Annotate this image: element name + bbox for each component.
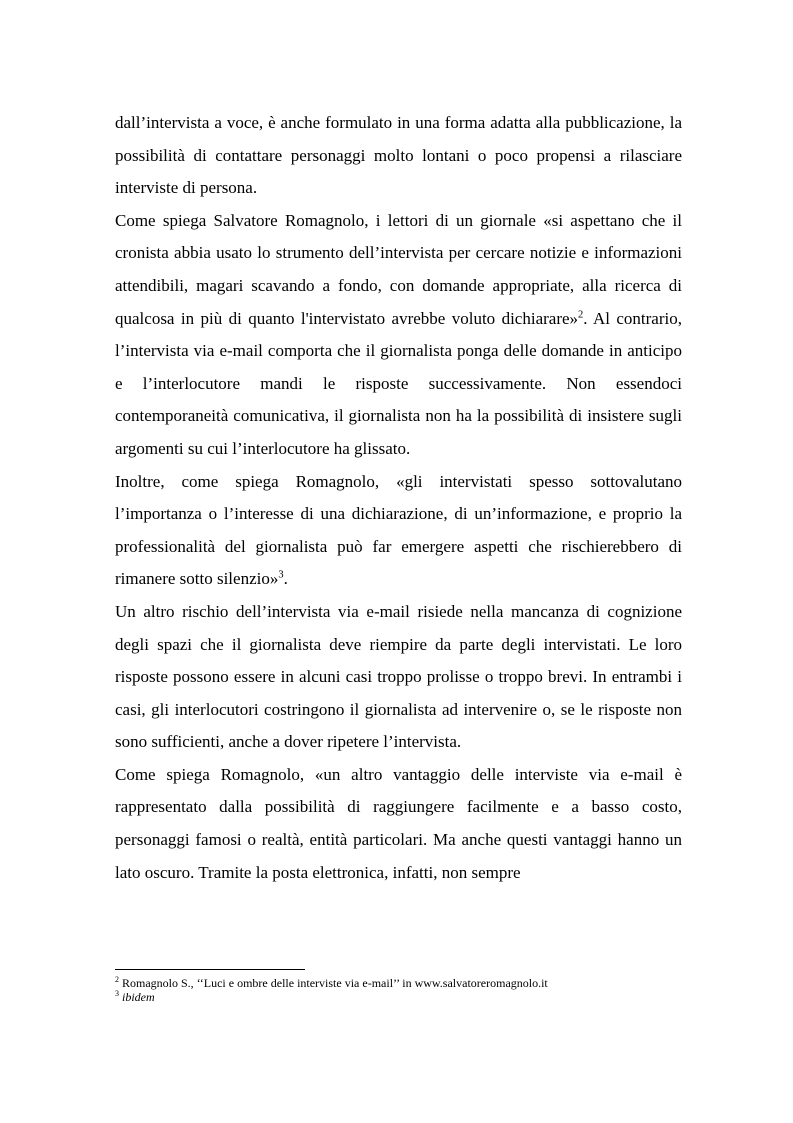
footnote-number: 2 xyxy=(115,975,119,984)
footnote-reference: 3 xyxy=(278,569,284,581)
paragraph xyxy=(115,466,682,596)
footnotes xyxy=(115,977,682,1004)
footnote xyxy=(115,977,682,991)
paragraph-text: . Al contrario, l’intervista via e-mail comporta che il giornalista ponga delle domande in anticipo e l’interlocutore mandi le risposte successivamente. Non essendoci contemporaneità comunicativa, il giornalista non ha la possibilità di insistere sugli argomenti su cui l’interlocutore ha glissato. xyxy=(115,308,682,458)
footnote-text: Romagnolo S., ‘‘Luci e ombre delle interviste via e-mail’’ in www.salvatoreromagnolo.it xyxy=(122,976,548,990)
paragraph: Un altro rischio dell’intervista via e-mail risiede nella mancanza di cognizione degli spazi che il giornalista deve riempire da parte degli intervistati. Le loro risposte possono essere in alcuni casi troppo prolisse o troppo brevi. In entrambi i casi, gli interlocutori costringono il giornalista ad intervenire o, se le risposte non sono sufficienti, anche a dover ripetere l’intervista. xyxy=(115,601,682,752)
paragraph: dall’intervista a voce, è anche formulato in una forma adatta alla pubblicazione, la possibilità di contattare personaggi molto lontani o poco propensi a rilasciare interviste di persona. xyxy=(115,113,682,198)
footnote xyxy=(115,988,682,1005)
paragraph: Come spiega Romagnolo, «un altro vantaggio delle interviste via e-mail è rappresentato dalla possibilità di raggiungere facilmente e a basso costo, personaggi famosi o realtà, entità particolari. Ma anche questi vantaggi hanno un lato oscuro. Tramite la posta elettronica, infatti, non sempre xyxy=(115,764,682,882)
footnote-divider xyxy=(115,969,305,970)
paragraph xyxy=(115,205,682,466)
paragraph-text: . xyxy=(283,569,288,589)
paragraph-text: Come spiega Salvatore Romagnolo, i lettori di un giornale «si aspettano che il cronista abbia usato lo strumento dell’intervista per cercare notizie e informazioni attendibili, magari scavando a fondo, con domande appropriate, alla ricerca di qualcosa in più di quanto l'intervistato avrebbe voluto dichiarare» xyxy=(115,210,682,328)
footnote-reference: 2 xyxy=(578,308,584,320)
footnote-text: ibidem xyxy=(122,989,155,1004)
page-body xyxy=(115,107,682,889)
paragraph-text: Inoltre, come spiega Romagnolo, «gli intervistati spesso sottovalutano l’importanza o l’interesse di una dichiarazione, di un’informazione, e proprio la professionalità del giornalista può far emergere aspetti che rischierebbero di rimanere sotto silenzio» xyxy=(115,471,682,589)
footnote-number: 3 xyxy=(115,988,119,998)
